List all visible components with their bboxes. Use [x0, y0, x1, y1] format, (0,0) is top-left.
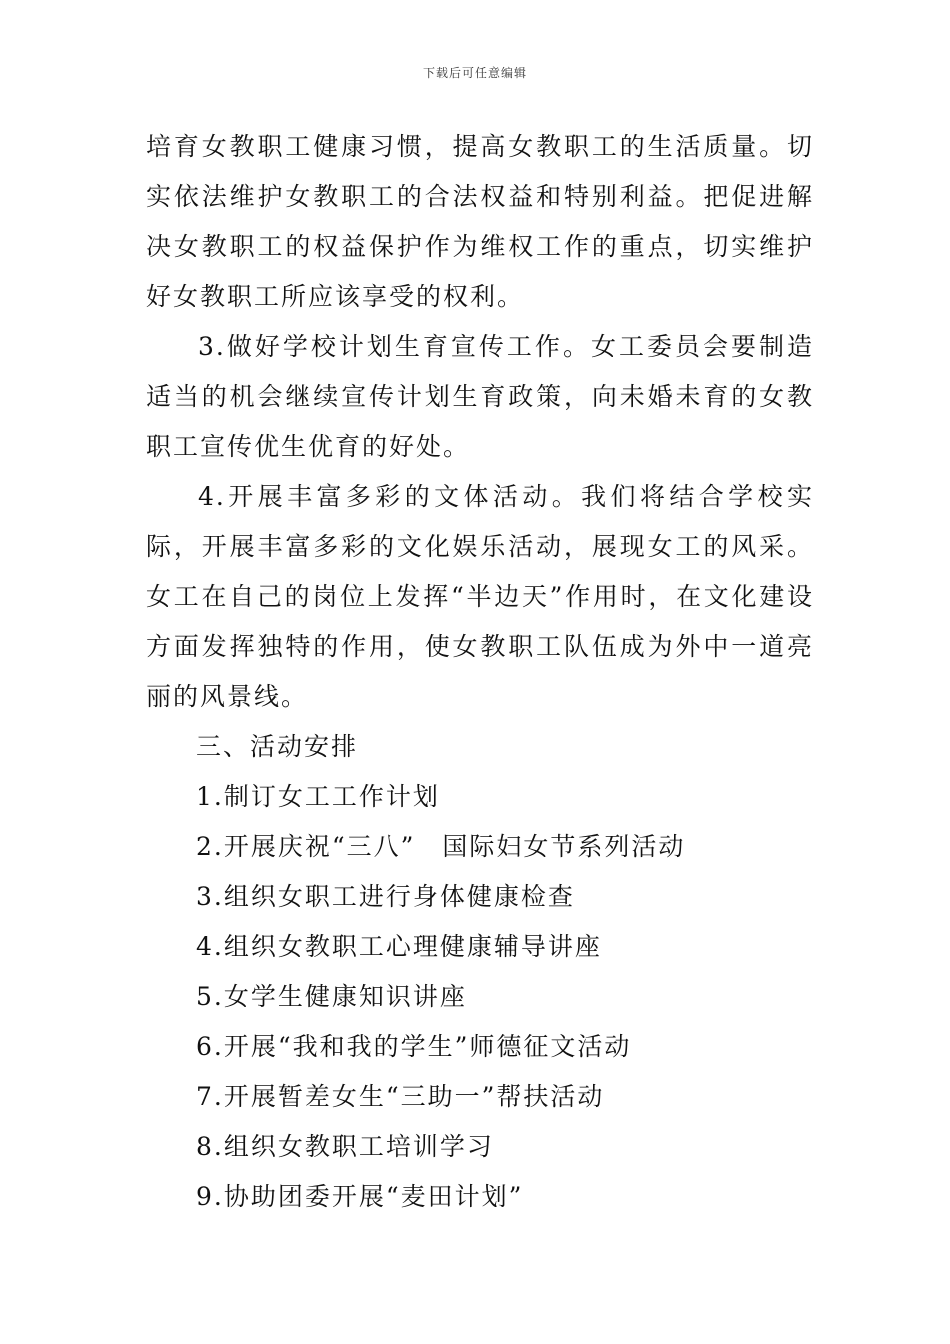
list-item: 3.组织女职工进行身体健康检查 [196, 882, 575, 911]
list-item: 2.开展庆祝“三八” 国际妇女节系列活动 [196, 832, 686, 861]
paragraph-continued: 培育女教职工健康习惯，提高女教职工的生活质量。切实依法维护女教职工的合法权益和特别利益。把促进解决女教职工的权益保护作为维权工作的重点，切实维护好女教职工所应该享受的权利。 [146, 132, 814, 311]
list-item: 4.组织女教职工心理健康辅导讲座 [196, 932, 602, 961]
list-item: 1.制订女工工作计划 [196, 782, 440, 811]
paragraph-item-3: 3.做好学校计划生育宣传工作。女工委员会要制造适当的机会继续宣传计划生育政策，向未婚未育的女教职工宣传优生优育的好处。 [146, 332, 814, 461]
section-heading: 三、活动安排 [196, 732, 359, 761]
list-item: 9.协助团委开展“麦田计划” [196, 1182, 524, 1211]
page-header: 下载后可任意编辑 [422, 66, 527, 80]
list-item: 7.开展暂差女生“三助一”帮扶活动 [196, 1082, 605, 1111]
list-item: 8.组织女教职工培训学习 [196, 1132, 494, 1161]
document-body [146, 122, 814, 1222]
list-item: 6.开展“我和我的学生”师德征文活动 [196, 1032, 632, 1061]
paragraph-item-4: 4.开展丰富多彩的文体活动。我们将结合学校实际，开展丰富多彩的文化娱乐活动，展现女工的风采。女工在自己的岗位上发挥“半边天”作用时，在文化建设方面发挥独特的作用，使女教职工队伍成为外中一道亮丽的风景线。 [146, 482, 814, 711]
list-item: 5.女学生健康知识讲座 [196, 982, 467, 1011]
